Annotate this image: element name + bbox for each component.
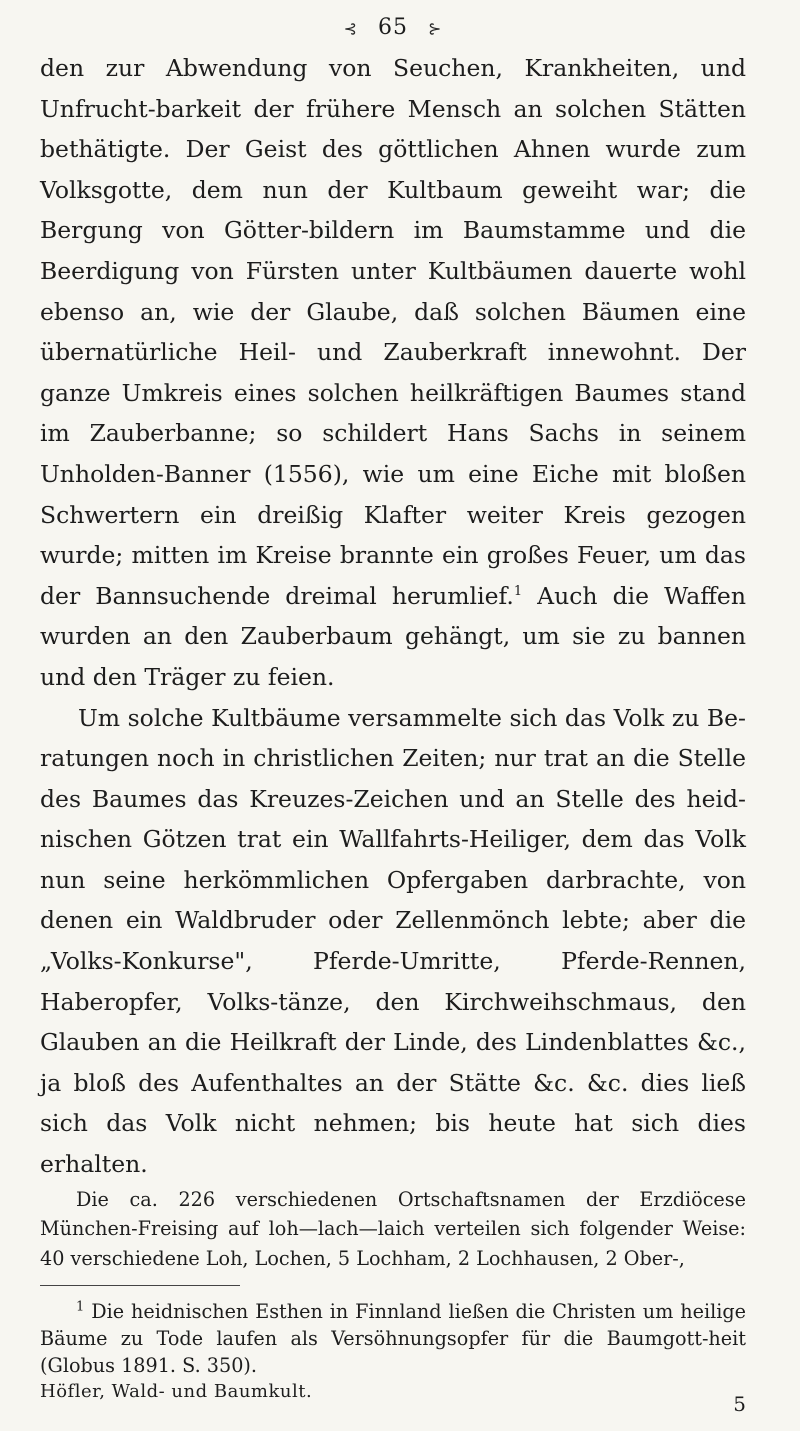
- signature-mark: 5: [733, 1392, 746, 1417]
- page-number: 65: [378, 15, 408, 40]
- footnote-text: Die heidnischen Esthen in Finnland ließen die Christen um heilige Bäume zu Tode laufen als Versöhnungsopfer für die Baumgott-heit (Globus 1891. S. 350).: [40, 1300, 746, 1378]
- footnote-marker: 1: [513, 583, 523, 599]
- right-ornament-icon: ⊱: [428, 19, 443, 38]
- footnote-number: 1: [76, 1299, 85, 1315]
- paragraph-text: den zur Abwendung von Seuchen, Krankheiten, und Unfrucht-barkeit der frühere Mensch an solchen Stätten bethätigte. Der Geist des göttlichen Ahnen wurde zum Volksgotte, dem nun der Kultbaum geweiht war; die Bergung von Götter-bildern im Baumstamme und die Beerdigung von Fürsten unter Kultbäumen dauerte wohl ebenso an, wie der Glaube, daß solchen Bäumen eine übernatürliche Heil- und Zauberkraft innewohnt. Der ganze Umkreis eines solchen heilkräftigen Baumes stand im Zauberbanne; so schildert Hans Sachs in seinem Unholden-Banner (1556), wie um eine Eiche mit bloßen Schwertern ein dreißig Klafter weiter Kreis gezogen wurde; mitten im Kreise brannte ein großes Feuer, um das der Bannsuchende dreimal herumlief.: [40, 54, 746, 610]
- signature-line: Höfler, Wald- und Baumkult.: [40, 1381, 313, 1403]
- paragraph: Um solche Kultbäume versammelte sich das Volk zu Be-ratungen noch in christlichen Zeiten; nur trat an die Stelle des Baumes das Kreuzes-Zeichen und an Stelle des heid-nischen Götzen trat ein Wallfahrts-Heiliger, dem das Volk nun seine herkömmlichen Opfergaben darbrachte, von denen ein Waldbruder oder Zellenmönch lebte; aber die „Volks-Konkurse", Pferde-Umritte, Pferde-Rennen, Haberopfer, Volks-tänze, den Kirchweihschmaus, den Glauben an die Heilkraft der Linde, des Lindenblattes &c., ja bloß des Aufenthaltes an der Stätte &c. &c. dies ließ sich das Volk nicht nehmen; bis heute hat sich dies erhalten.: [40, 703, 746, 1179]
- small-paragraph: Die ca. 226 verschiedenen Ortschaftsnamen der Erzdiöcese München-Freising auf loh—lach—laich verteilen sich folgender Weise: 40 verschiedene Loh, Lochen, 5 Lochham, 2 Lochhausen, 2 Ober-,: [40, 1187, 746, 1270]
- page-footer: [40, 1379, 746, 1431]
- left-ornament-icon: ⊰: [343, 19, 358, 38]
- main-text: [40, 48, 746, 1185]
- page-header: [40, 14, 746, 48]
- small-print-section: [40, 1185, 746, 1274]
- footnote-divider: [40, 1285, 240, 1286]
- footnote: [40, 1298, 746, 1379]
- paragraph-continuation: Auch die Waffen wurden an den Zauberbaum gehängt, um sie zu bannen und den Träger zu feien.: [40, 581, 746, 691]
- paragraph: [40, 48, 746, 698]
